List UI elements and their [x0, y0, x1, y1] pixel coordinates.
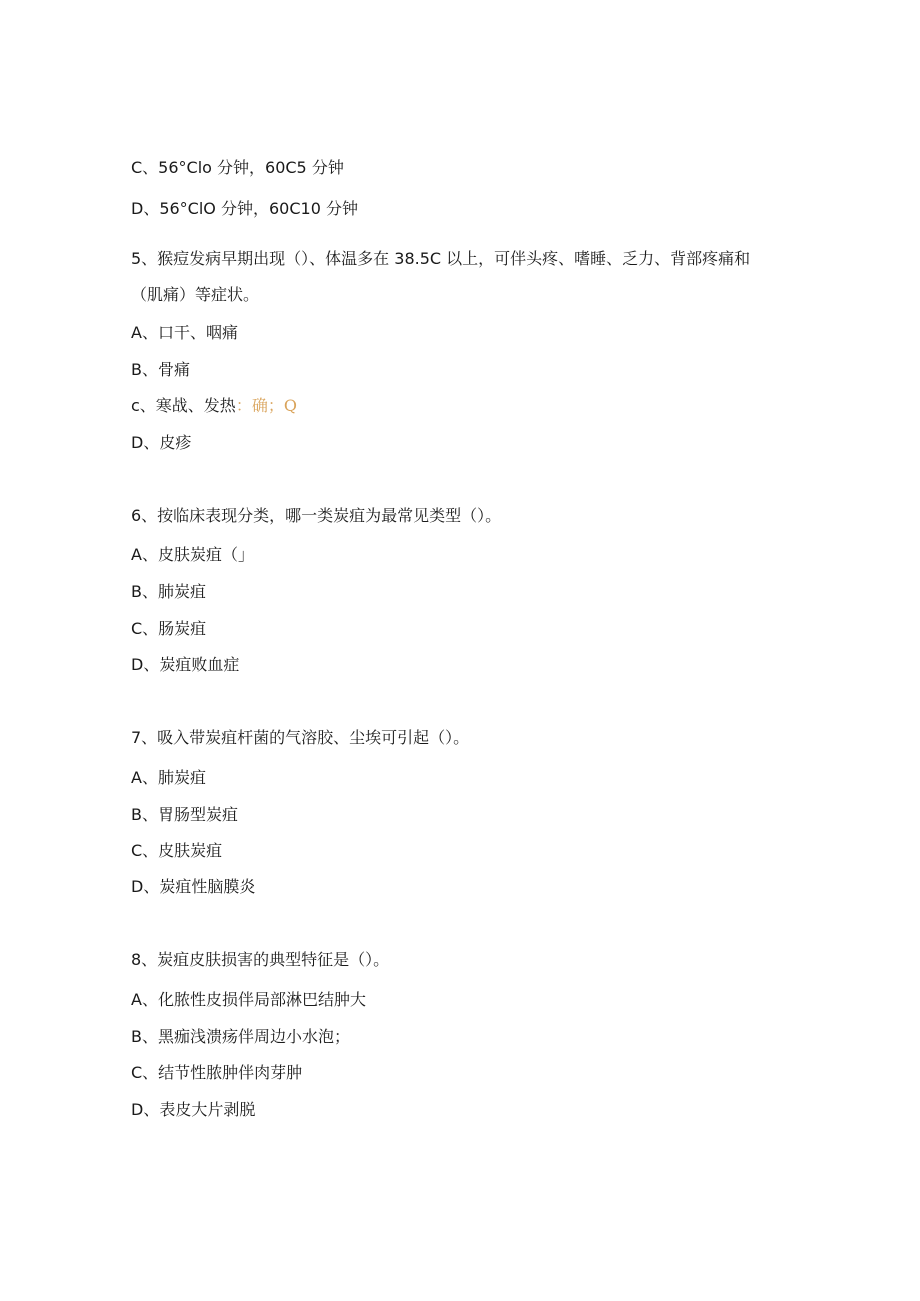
q5-option-c-text: c、寒战、发热	[131, 396, 236, 415]
q8-option-d: D、表皮大片剥脱	[131, 1100, 256, 1119]
q4-option-c: C、56°Clo 分钟，60C5 分钟	[131, 158, 344, 177]
q8-option-a: A、化脓性皮损伴局部淋巴结肿大	[131, 990, 366, 1009]
q6-option-a: A、皮肤炭疽（」	[131, 545, 254, 564]
q7-stem: 7、吸入带炭疽杆菌的气溶胶、尘埃可引起（）。	[131, 728, 470, 747]
q6-stem: 6、按临床表现分类，哪一类炭疽为最常见类型（）。	[131, 506, 502, 525]
q6-option-b: B、肺炭疽	[131, 582, 206, 601]
q6-option-c: C、肠炭疽	[131, 619, 207, 638]
q5-stem-line1: 5、猴痘发病早期出现（）、体温多在 38.5C 以上，可伴头疼、嗜睡、乏力、背部疼痛和	[131, 249, 751, 268]
q5-option-d: D、皮疹	[131, 433, 192, 452]
q5-option-b: B、骨痛	[131, 360, 190, 379]
q8-option-c: C、结节性脓肿伴肉芽肿	[131, 1063, 303, 1082]
q6-option-d: D、炭疽败血症	[131, 655, 240, 674]
q4-option-d: D、56°ClO 分钟，60C10 分钟	[131, 199, 358, 218]
q5-stem-line2: （肌痛）等症状。	[131, 285, 260, 304]
q8-option-b: B、黑痂浅溃疡伴周边小水泡；	[131, 1027, 350, 1046]
q7-option-d: D、炭疽性脑膜炎	[131, 877, 256, 896]
q7-option-a: A、肺炭疽	[131, 768, 206, 787]
q5-option-c-note: ：确；Q	[235, 396, 297, 415]
q7-option-b: B、胃肠型炭疽	[131, 805, 238, 824]
q8-stem: 8、炭疽皮肤损害的典型特征是（）。	[131, 950, 390, 969]
q7-option-c: C、皮肤炭疽	[131, 841, 223, 860]
q5-option-a: A、口干、咽痛	[131, 323, 238, 342]
q5-option-c	[131, 396, 297, 416]
